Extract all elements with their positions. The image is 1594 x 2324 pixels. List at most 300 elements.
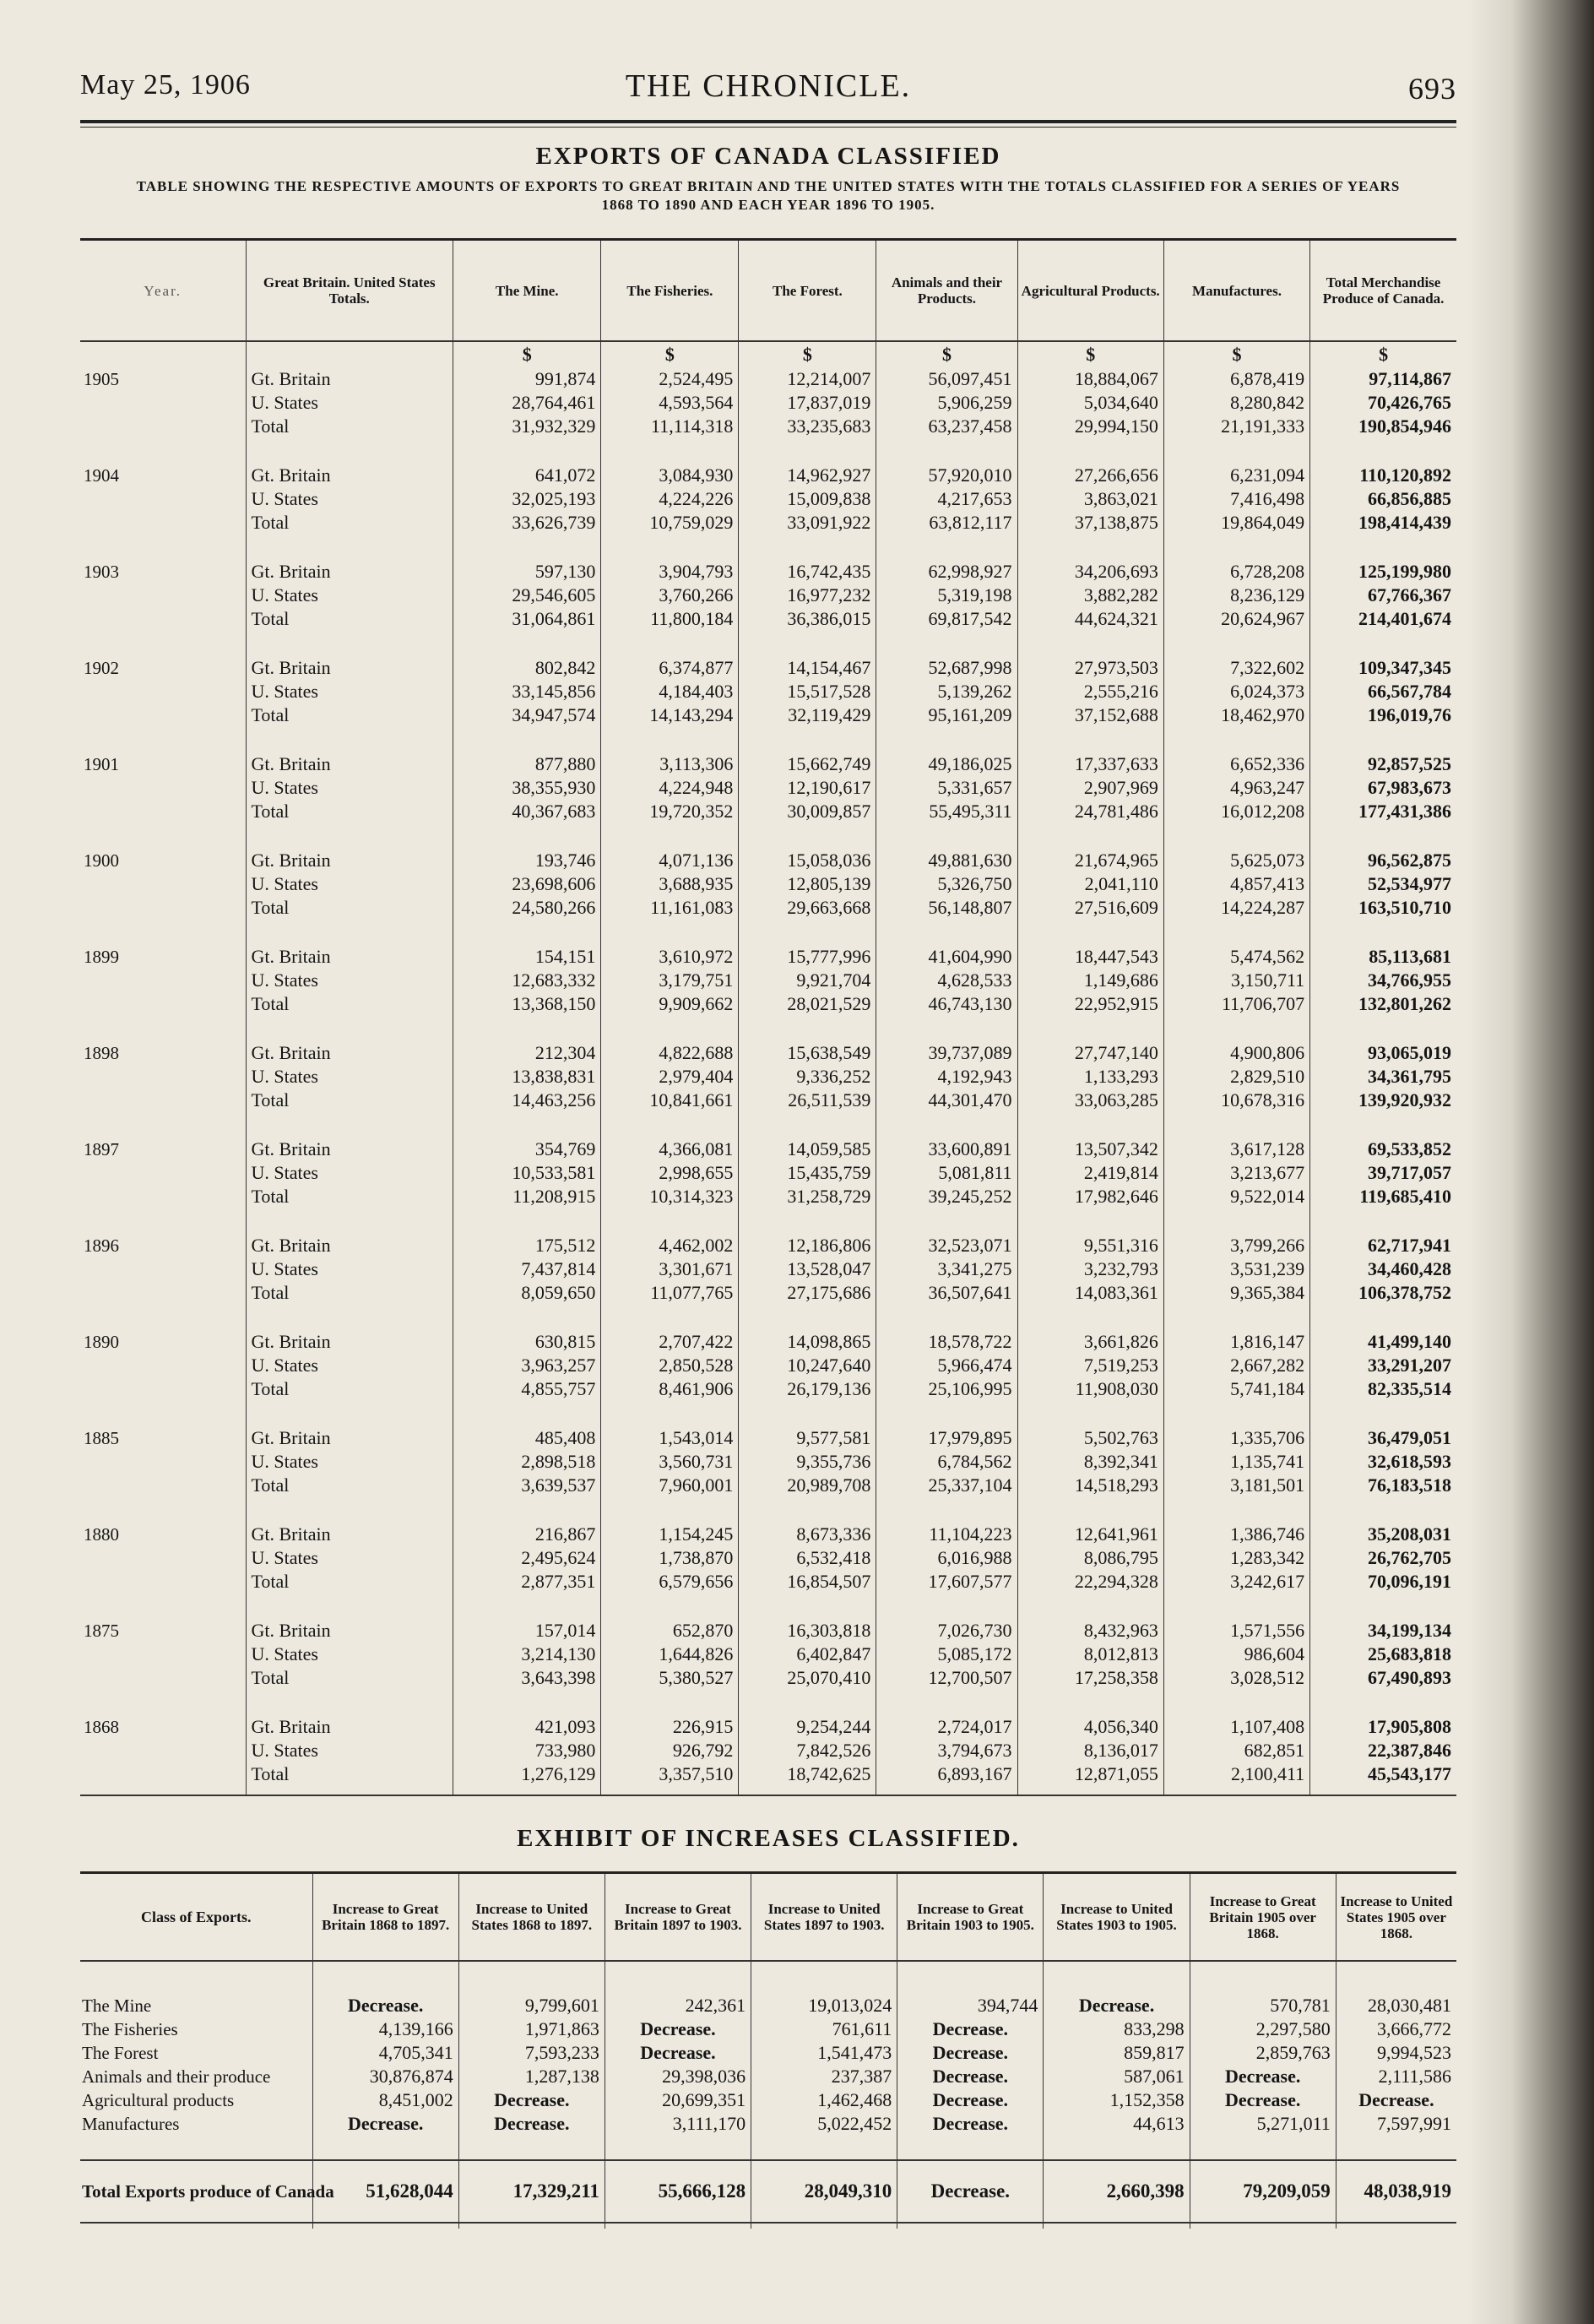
table-row: [80, 1089, 1456, 1112]
value-cell: 2,724,017: [876, 1715, 1017, 1739]
empty-cell: [751, 2223, 897, 2229]
empty-cell: [246, 823, 453, 849]
value-cell: 3,531,239: [1163, 1257, 1309, 1281]
empty-cell: [312, 1961, 458, 1994]
row-label: U. States: [246, 1161, 453, 1185]
row-label: Total: [246, 703, 453, 727]
table-row: [80, 1377, 1456, 1401]
value-cell: 20,699,351: [605, 2088, 751, 2112]
table-row: [80, 2088, 1456, 2112]
value-cell: 56,148,807: [876, 896, 1017, 920]
table-row: [80, 1450, 1456, 1474]
value-cell: 15,662,749: [739, 752, 876, 776]
row-label: Animals and their produce: [82, 2066, 271, 2087]
value-cell: 2,555,216: [1017, 680, 1163, 703]
value-cell: 34,460,428: [1310, 1257, 1456, 1281]
table-row: [80, 487, 1456, 511]
empty-cell: [1163, 1305, 1309, 1330]
column-header: Increase to Great Britain 1903 to 1905.: [897, 1874, 1044, 1961]
value-cell: 7,437,814: [453, 1257, 601, 1281]
value-cell: 2,707,422: [601, 1330, 739, 1354]
row-label: Gt. Britain: [246, 1138, 453, 1161]
table-row: [80, 607, 1456, 631]
table-row: [80, 849, 1456, 872]
value-cell: 9,355,736: [739, 1450, 876, 1474]
value-cell: 92,857,525: [1310, 752, 1456, 776]
table-row: [80, 391, 1456, 415]
empty-cell: [1310, 1690, 1456, 1715]
value-cell: 82,335,514: [1310, 1377, 1456, 1401]
value-cell: 8,280,842: [1163, 391, 1309, 415]
empty-cell: [80, 1208, 246, 1234]
value-cell: 421,093: [453, 1715, 601, 1739]
column-header: Agricultural Products.: [1017, 241, 1163, 341]
value-cell: 12,641,961: [1017, 1523, 1163, 1546]
value-cell: 4,705,341: [312, 2041, 458, 2065]
value-cell: 4,217,653: [876, 487, 1017, 511]
value-cell: 1,152,358: [1044, 2088, 1190, 2112]
row-label: U. States: [246, 1546, 453, 1570]
empty-cell: [246, 1401, 453, 1426]
year-cell: [80, 703, 246, 727]
empty-cell: [1310, 1401, 1456, 1426]
year-cell: [80, 1666, 246, 1690]
table-row: [80, 1994, 1456, 2017]
value-cell: 3,232,793: [1017, 1257, 1163, 1281]
empty-cell: [876, 1208, 1017, 1234]
value-cell: 34,766,955: [1310, 969, 1456, 992]
year-cell: 1903: [84, 562, 119, 582]
value-cell: 3,113,306: [601, 752, 739, 776]
value-cell: 24,781,486: [1017, 800, 1163, 823]
spacer-row: [80, 920, 1456, 945]
row-label: Total: [246, 800, 453, 823]
empty-cell: [876, 1497, 1017, 1523]
column-header: The Mine.: [453, 241, 601, 341]
empty-cell: [453, 1594, 601, 1619]
row-label: U. States: [246, 391, 453, 415]
value-cell: 1,386,746: [1163, 1523, 1309, 1546]
empty-cell: [601, 1497, 739, 1523]
value-cell: 3,560,731: [601, 1450, 739, 1474]
value-cell: 3,214,130: [453, 1643, 601, 1666]
year-cell: [80, 607, 246, 631]
spacer-row: [80, 1690, 1456, 1715]
empty-cell: [876, 631, 1017, 656]
value-cell: 19,864,049: [1163, 511, 1309, 535]
empty-cell: [453, 920, 601, 945]
row-label: Gt. Britain: [246, 945, 453, 969]
value-cell: 2,667,282: [1163, 1354, 1309, 1377]
empty-cell: [80, 1786, 246, 1795]
value-cell: 2,829,510: [1163, 1065, 1309, 1089]
value-cell: 63,237,458: [876, 415, 1017, 438]
value-cell: 63,812,117: [876, 511, 1017, 535]
column-header: Increase to United States 1903 to 1905.: [1044, 1874, 1190, 1961]
dollar-sign: $: [1310, 341, 1456, 367]
table-row: [80, 1546, 1456, 1570]
value-cell: 2,495,624: [453, 1546, 601, 1570]
empty-cell: [453, 823, 601, 849]
empty-cell: [80, 1690, 246, 1715]
value-cell: 10,314,323: [601, 1185, 739, 1208]
value-cell: 28,021,529: [739, 992, 876, 1016]
value-cell: 2,111,586: [1336, 2065, 1456, 2088]
value-cell: 26,762,705: [1310, 1546, 1456, 1570]
empty-cell: [80, 1305, 246, 1330]
row-label: Total: [246, 1666, 453, 1690]
table-row: [80, 945, 1456, 969]
value-cell: 9,336,252: [739, 1065, 876, 1089]
year-cell: 1890: [84, 1332, 119, 1352]
empty-cell: [739, 1690, 876, 1715]
empty-cell: [876, 1594, 1017, 1619]
value-cell: 17,607,577: [876, 1570, 1017, 1594]
empty-cell: [876, 727, 1017, 752]
value-cell: 1,571,556: [1163, 1619, 1309, 1643]
value-cell: 5,474,562: [1163, 945, 1309, 969]
value-cell: 154,151: [453, 945, 601, 969]
empty-cell: [80, 1112, 246, 1138]
value-cell: 15,009,838: [739, 487, 876, 511]
value-cell: 32,618,593: [1310, 1450, 1456, 1474]
table-row: [80, 367, 1456, 391]
value-cell: 3,301,671: [601, 1257, 739, 1281]
table-row: [80, 1138, 1456, 1161]
value-cell: 6,579,656: [601, 1570, 739, 1594]
table-row: [80, 1715, 1456, 1739]
value-cell: 32,523,071: [876, 1234, 1017, 1257]
value-cell: Decrease.: [897, 2088, 1044, 2112]
dollar-sign-row: [80, 341, 1456, 367]
empty-cell: [1310, 727, 1456, 752]
value-cell: 57,920,010: [876, 464, 1017, 487]
value-cell: 34,206,693: [1017, 560, 1163, 584]
value-cell: 1,816,147: [1163, 1330, 1309, 1354]
value-cell: 9,994,523: [1336, 2041, 1456, 2065]
value-cell: 13,507,342: [1017, 1138, 1163, 1161]
empty-cell: [739, 823, 876, 849]
value-cell: 70,096,191: [1310, 1570, 1456, 1594]
value-cell: 18,742,625: [739, 1762, 876, 1786]
value-cell: Decrease.: [897, 2017, 1044, 2041]
row-label: Total: [246, 992, 453, 1016]
value-cell: 25,070,410: [739, 1666, 876, 1690]
year-cell: [80, 1257, 246, 1281]
empty-cell: [601, 1208, 739, 1234]
value-cell: 991,874: [453, 367, 601, 391]
table-row: [80, 680, 1456, 703]
empty-cell: [246, 438, 453, 464]
value-cell: 32,025,193: [453, 487, 601, 511]
value-cell: 5,326,750: [876, 872, 1017, 896]
value-cell: 3,617,128: [1163, 1138, 1309, 1161]
value-cell: 17,837,019: [739, 391, 876, 415]
value-cell: 175,512: [453, 1234, 601, 1257]
empty-cell: [80, 1497, 246, 1523]
empty-cell: [1163, 727, 1309, 752]
table-row: [80, 1426, 1456, 1450]
value-cell: 242,361: [605, 1994, 751, 2017]
value-cell: 19,720,352: [601, 800, 739, 823]
value-cell: 14,154,467: [739, 656, 876, 680]
empty-cell: [246, 341, 453, 367]
value-cell: 6,402,847: [739, 1643, 876, 1666]
value-cell: 29,546,605: [453, 584, 601, 607]
empty-cell: [1310, 823, 1456, 849]
value-cell: 52,687,998: [876, 656, 1017, 680]
value-cell: 9,909,662: [601, 992, 739, 1016]
column-header: Increase to Great Britain 1868 to 1897.: [312, 1874, 458, 1961]
year-cell: [80, 511, 246, 535]
value-cell: 3,111,170: [605, 2112, 751, 2136]
value-cell: 3,028,512: [1163, 1666, 1309, 1690]
year-cell: [80, 1762, 246, 1786]
value-cell: 17,982,646: [1017, 1185, 1163, 1208]
value-cell: 4,366,081: [601, 1138, 739, 1161]
empty-cell: [1310, 1208, 1456, 1234]
value-cell: 3,666,772: [1336, 2017, 1456, 2041]
row-label: Gt. Britain: [246, 560, 453, 584]
value-cell: 9,921,704: [739, 969, 876, 992]
value-cell: 66,567,784: [1310, 680, 1456, 703]
row-label: Total: [246, 607, 453, 631]
year-cell: [80, 584, 246, 607]
value-cell: 597,130: [453, 560, 601, 584]
empty-cell: [246, 1690, 453, 1715]
value-cell: 11,800,184: [601, 607, 739, 631]
empty-cell: [80, 1016, 246, 1041]
exports-table: [80, 241, 1456, 1796]
empty-cell: [1336, 2136, 1456, 2160]
spacer-row: [80, 2223, 1456, 2229]
value-cell: 13,368,150: [453, 992, 601, 1016]
value-cell: 14,083,361: [1017, 1281, 1163, 1305]
table-row: [80, 2017, 1456, 2041]
value-cell: 12,214,007: [739, 367, 876, 391]
value-cell: 5,319,198: [876, 584, 1017, 607]
value-cell: 3,610,972: [601, 945, 739, 969]
value-cell: 214,401,674: [1310, 607, 1456, 631]
value-cell: 16,303,818: [739, 1619, 876, 1643]
table-row: [80, 800, 1456, 823]
value-cell: 2,524,495: [601, 367, 739, 391]
value-cell: 1,276,129: [453, 1762, 601, 1786]
empty-cell: [1017, 920, 1163, 945]
empty-cell: [1310, 1016, 1456, 1041]
empty-cell: [1310, 1497, 1456, 1523]
empty-cell: [1163, 1786, 1309, 1795]
empty-cell: [1017, 1305, 1163, 1330]
value-cell: 13,528,047: [739, 1257, 876, 1281]
empty-cell: [739, 727, 876, 752]
table-row: [80, 511, 1456, 535]
value-cell: 11,104,223: [876, 1523, 1017, 1546]
value-cell: 6,231,094: [1163, 464, 1309, 487]
value-cell: 2,041,110: [1017, 872, 1163, 896]
value-cell: 1,462,468: [751, 2088, 897, 2112]
empty-cell: [601, 1401, 739, 1426]
empty-cell: [1310, 1112, 1456, 1138]
column-header: The Fisheries.: [601, 241, 739, 341]
value-cell: 41,604,990: [876, 945, 1017, 969]
value-cell: 2,660,398: [1044, 2160, 1190, 2223]
value-cell: Decrease.: [897, 2112, 1044, 2136]
year-cell: [80, 680, 246, 703]
value-cell: 7,842,526: [739, 1739, 876, 1762]
empty-cell: [876, 535, 1017, 560]
empty-cell: [1017, 1112, 1163, 1138]
value-cell: 163,510,710: [1310, 896, 1456, 920]
empty-cell: [876, 823, 1017, 849]
value-cell: 5,906,259: [876, 391, 1017, 415]
spacer-row: [80, 1786, 1456, 1795]
empty-cell: [1163, 1112, 1309, 1138]
value-cell: 196,019,76: [1310, 703, 1456, 727]
value-cell: 25,337,104: [876, 1474, 1017, 1497]
value-cell: 14,098,865: [739, 1330, 876, 1354]
value-cell: 17,258,358: [1017, 1666, 1163, 1690]
value-cell: 5,085,172: [876, 1643, 1017, 1666]
value-cell: 97,114,867: [1310, 367, 1456, 391]
row-label: U. States: [246, 1450, 453, 1474]
value-cell: 1,283,342: [1163, 1546, 1309, 1570]
value-cell: 125,199,980: [1310, 560, 1456, 584]
table-row: [80, 2112, 1456, 2136]
empty-cell: [1044, 1961, 1190, 1994]
empty-cell: [1044, 2136, 1190, 2160]
value-cell: 3,760,266: [601, 584, 739, 607]
value-cell: 7,593,233: [458, 2041, 605, 2065]
row-label: U. States: [246, 1354, 453, 1377]
empty-cell: [601, 535, 739, 560]
spacer-row: [80, 2136, 1456, 2160]
value-cell: 3,341,275: [876, 1257, 1017, 1281]
empty-cell: [1163, 535, 1309, 560]
value-cell: 4,822,688: [601, 1041, 739, 1065]
value-cell: 18,884,067: [1017, 367, 1163, 391]
table-row: [80, 1281, 1456, 1305]
value-cell: 5,625,073: [1163, 849, 1309, 872]
value-cell: 733,980: [453, 1739, 601, 1762]
row-label: Total: [246, 1474, 453, 1497]
value-cell: 1,335,706: [1163, 1426, 1309, 1450]
value-cell: 25,106,995: [876, 1377, 1017, 1401]
empty-cell: [80, 341, 246, 367]
value-cell: 1,541,473: [751, 2041, 897, 2065]
value-cell: 28,764,461: [453, 391, 601, 415]
value-cell: 39,717,057: [1310, 1161, 1456, 1185]
value-cell: 10,247,640: [739, 1354, 876, 1377]
table-row: [80, 1523, 1456, 1546]
row-label: U. States: [246, 680, 453, 703]
empty-cell: [1163, 438, 1309, 464]
table-row: [80, 703, 1456, 727]
empty-cell: [605, 2223, 751, 2229]
value-cell: 4,071,136: [601, 849, 739, 872]
value-cell: 12,190,617: [739, 776, 876, 800]
value-cell: 55,495,311: [876, 800, 1017, 823]
value-cell: 6,016,988: [876, 1546, 1017, 1570]
table-row: [80, 1739, 1456, 1762]
value-cell: 2,907,969: [1017, 776, 1163, 800]
value-cell: 7,416,498: [1163, 487, 1309, 511]
empty-cell: [80, 920, 246, 945]
spacer-row: [80, 1016, 1456, 1041]
empty-cell: [1163, 1401, 1309, 1426]
value-cell: 2,877,351: [453, 1570, 601, 1594]
empty-cell: [80, 727, 246, 752]
empty-cell: [897, 2136, 1044, 2160]
value-cell: 67,490,893: [1310, 1666, 1456, 1690]
row-label: Manufactures: [82, 2114, 180, 2134]
value-cell: 5,139,262: [876, 680, 1017, 703]
value-cell: 3,904,793: [601, 560, 739, 584]
row-label: Gt. Britain: [246, 1619, 453, 1643]
value-cell: 19,013,024: [751, 1994, 897, 2017]
value-cell: 33,235,683: [739, 415, 876, 438]
year-cell: 1880: [84, 1524, 119, 1545]
year-cell: 1900: [84, 850, 119, 871]
increases-table: [80, 1874, 1456, 2229]
column-header: Great Britain. United States Totals.: [246, 241, 453, 341]
empty-cell: [1310, 438, 1456, 464]
value-cell: 44,301,470: [876, 1089, 1017, 1112]
value-cell: 190,854,946: [1310, 415, 1456, 438]
value-cell: 6,878,419: [1163, 367, 1309, 391]
value-cell: 2,850,528: [601, 1354, 739, 1377]
value-cell: 1,738,870: [601, 1546, 739, 1570]
empty-cell: [876, 438, 1017, 464]
value-cell: 96,562,875: [1310, 849, 1456, 872]
value-cell: 5,081,811: [876, 1161, 1017, 1185]
spacer-row: [80, 535, 1456, 560]
value-cell: 216,867: [453, 1523, 601, 1546]
spacer-row: [80, 1594, 1456, 1619]
year-cell: [80, 992, 246, 1016]
value-cell: 8,392,341: [1017, 1450, 1163, 1474]
value-cell: Decrease.: [897, 2041, 1044, 2065]
column-header: Year.: [80, 241, 246, 341]
dollar-sign: $: [876, 341, 1017, 367]
value-cell: 2,859,763: [1190, 2041, 1336, 2065]
empty-cell: [739, 1401, 876, 1426]
empty-cell: [1336, 2223, 1456, 2229]
row-label: The Mine: [82, 1995, 152, 2016]
value-cell: 28,049,310: [751, 2160, 897, 2223]
value-cell: 26,179,136: [739, 1377, 876, 1401]
dollar-sign: $: [601, 341, 739, 367]
empty-cell: [876, 1690, 1017, 1715]
value-cell: 7,597,991: [1336, 2112, 1456, 2136]
year-cell: [80, 1450, 246, 1474]
value-cell: 27,973,503: [1017, 656, 1163, 680]
value-cell: Decrease.: [312, 2112, 458, 2136]
empty-cell: [1163, 1016, 1309, 1041]
value-cell: 2,419,814: [1017, 1161, 1163, 1185]
table-row: [80, 776, 1456, 800]
year-cell: [80, 391, 246, 415]
value-cell: 986,604: [1163, 1643, 1309, 1666]
empty-cell: [739, 631, 876, 656]
empty-cell: [1017, 1401, 1163, 1426]
header-rule: [80, 120, 1456, 123]
empty-cell: [876, 1305, 1017, 1330]
empty-cell: [897, 1961, 1044, 1994]
empty-cell: [601, 1786, 739, 1795]
year-cell: 1898: [84, 1043, 119, 1063]
table-row: [80, 415, 1456, 438]
